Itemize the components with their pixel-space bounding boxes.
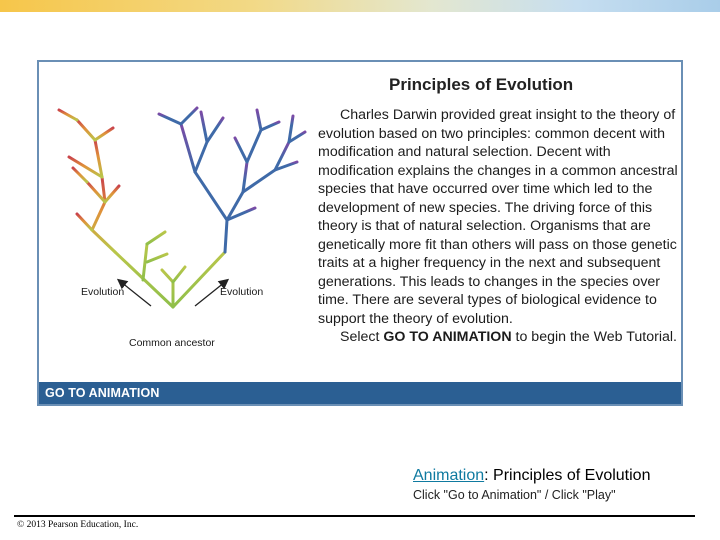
phylogenetic-tree-svg [47, 102, 309, 354]
body-paragraph-2-prefix: Select [340, 329, 384, 345]
evolution-tree-diagram [47, 102, 309, 354]
tree-trunk [115, 232, 225, 342]
panel-body-text [318, 106, 680, 347]
go-to-animation-label: GO TO ANIMATION [45, 386, 160, 400]
copyright-notice: © 2013 Pearson Education, Inc. [17, 520, 139, 530]
panel-title: Principles of Evolution [389, 75, 574, 94]
animation-caption [413, 467, 650, 485]
evolution-panel [37, 60, 683, 406]
go-to-animation-button[interactable] [39, 382, 681, 404]
animation-link[interactable]: Animation [413, 467, 485, 484]
right-clade-branches [159, 108, 305, 252]
top-decorative-band [0, 0, 720, 12]
evolution-label-right: Evolution [220, 286, 264, 298]
common-ancestor-label: Common ancestor [129, 337, 215, 349]
body-paragraph-2 [318, 328, 680, 347]
animation-instruction: Click "Go to Animation" / Click "Play" [413, 488, 616, 502]
left-clade-branches [59, 110, 119, 252]
animation-caption-rest: : Principles of Evolution [484, 467, 651, 484]
body-paragraph-1: Charles Darwin provided great insight to the theory of evolution based on two principles: common decent with modification and natural selection. Decent with modification explains the changes in a common ancestral species that have occurred over time which led to the development of new species. The driving force of this theory is that of natural selection. Organisms that are genetically more fit than others will pass on those genetic traits at a higher frequency in the next and subsequent generations. This leads to changes in the species over time. There are several types of biological evidence to support the theory of evolution. [318, 107, 678, 327]
body-paragraph-2-suffix: to begin the Web Tutorial. [511, 329, 677, 345]
body-paragraph-2-bold: GO TO ANIMATION [383, 329, 512, 345]
evolution-label-left: Evolution [81, 286, 125, 298]
footer-divider [14, 515, 695, 517]
